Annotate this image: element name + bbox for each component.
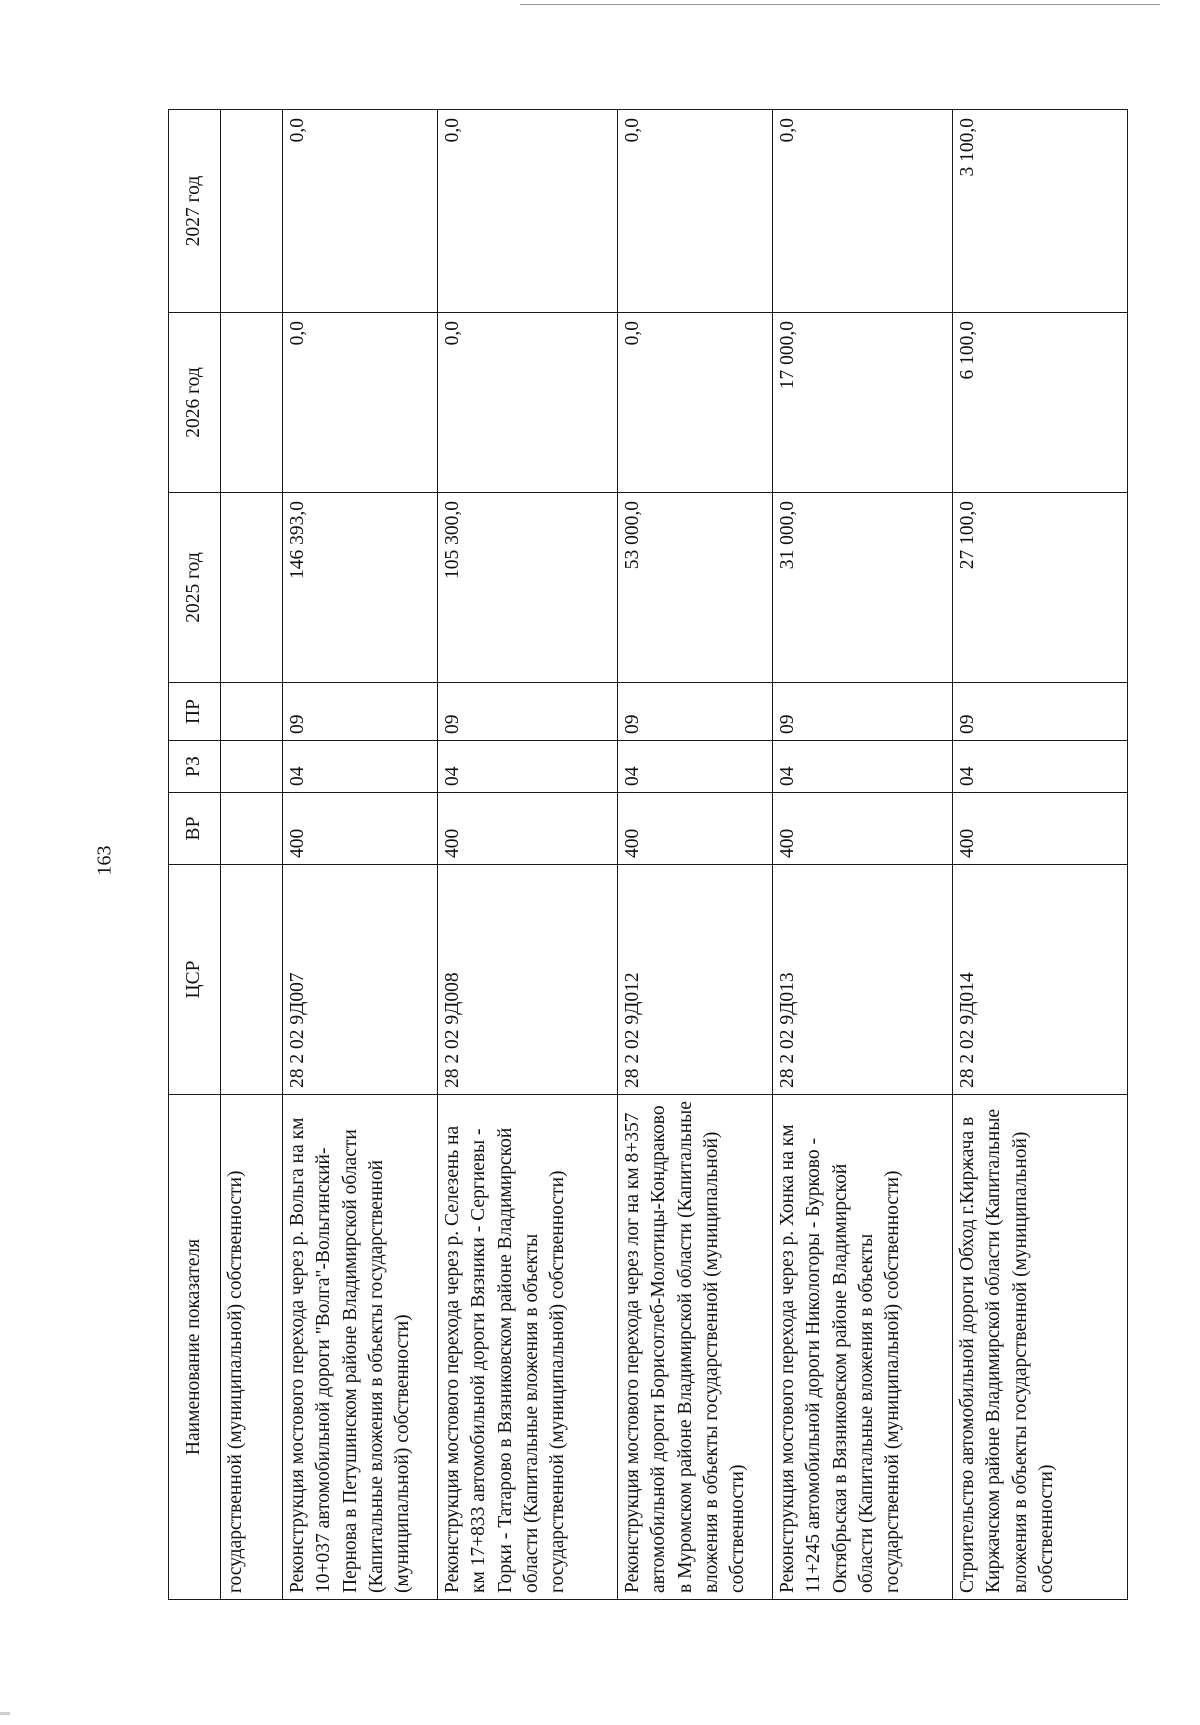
cell-2027 xyxy=(221,110,283,313)
cell-2026: 6 100,0 xyxy=(953,313,1128,493)
table-row xyxy=(773,110,953,1600)
page-number-text: 163 xyxy=(93,845,116,875)
table-row xyxy=(283,110,438,1600)
cell-2027: 0,0 xyxy=(773,110,953,313)
cell-pr: 09 xyxy=(438,683,618,741)
cell-name: Реконструкция мостового перехода через р. Хонка на км 11+245 автомобильной дороги Никологоры - Бурково - Октябрьская в Вязниковском районе Владимирской области (Капитальные вложения в объекты государственной (муниципальной) собственности) xyxy=(773,1095,953,1600)
cell-vr: 400 xyxy=(773,793,953,865)
cell-vr: 400 xyxy=(283,793,438,865)
cell-rz: 04 xyxy=(618,741,773,793)
cell-2027: 0,0 xyxy=(438,110,618,313)
cell-csr: 28 2 02 9Д008 xyxy=(438,865,618,1095)
header-csr: ЦСР xyxy=(169,865,221,1095)
cell-2026 xyxy=(221,313,283,493)
cell-rz: 04 xyxy=(953,741,1128,793)
table-row xyxy=(438,110,618,1600)
cell-2026: 0,0 xyxy=(283,313,438,493)
cell-pr xyxy=(221,683,283,741)
page-number xyxy=(85,840,125,880)
budget-table-area xyxy=(168,110,1128,1600)
table-header-row xyxy=(169,110,221,1600)
cell-2025 xyxy=(221,493,283,683)
header-rz: РЗ xyxy=(169,741,221,793)
cell-2025: 105 300,0 xyxy=(438,493,618,683)
cell-2027: 0,0 xyxy=(618,110,773,313)
cell-name: Строительство автомобильной дороги Обход г.Киржача в Киржачском районе Владимирской области (Капитальные вложения в объекты государственной (муниципальной) собственности) xyxy=(953,1095,1128,1600)
rotated-table-container xyxy=(168,110,1128,1600)
table-row xyxy=(618,110,773,1600)
cell-2026: 0,0 xyxy=(438,313,618,493)
header-name: Наименование показателя xyxy=(169,1095,221,1600)
cell-name: Реконструкция мостового перехода через р. Вольга на км 10+037 автомобильной дороги "Волга"-Вольгинский-Пернова в Петушинском районе Владимирской области (Капитальные вложения в объекты государственной (муниципальной) собственности) xyxy=(283,1095,438,1600)
cell-2026: 0,0 xyxy=(618,313,773,493)
cell-2027: 3 100,0 xyxy=(953,110,1128,313)
budget-table xyxy=(168,109,1128,1600)
header-vr: ВР xyxy=(169,793,221,865)
table-row xyxy=(953,110,1128,1600)
cell-pr: 09 xyxy=(773,683,953,741)
cell-rz: 04 xyxy=(773,741,953,793)
header-pr: ПР xyxy=(169,683,221,741)
cell-csr: 28 2 02 9Д014 xyxy=(953,865,1128,1095)
cell-name: Реконструкция мостового перехода через лог на км 8+357 автомобильной дороги Борисоглеб-Молотицы-Кондраково в Муромском районе Владимирской области (Капитальные вложения в объекты государственной (муниципальной) собственности) xyxy=(618,1095,773,1600)
cell-vr xyxy=(221,793,283,865)
cell-vr: 400 xyxy=(618,793,773,865)
scan-edge-mark xyxy=(0,1712,10,1715)
table-row xyxy=(221,110,283,1600)
cell-2027: 0,0 xyxy=(283,110,438,313)
cell-csr xyxy=(221,865,283,1095)
cell-csr: 28 2 02 9Д007 xyxy=(283,865,438,1095)
header-year-2026: 2026 год xyxy=(169,313,221,493)
cell-2025: 146 393,0 xyxy=(283,493,438,683)
cell-pr: 09 xyxy=(953,683,1128,741)
cell-rz xyxy=(221,741,283,793)
cell-2025: 31 000,0 xyxy=(773,493,953,683)
cell-csr: 28 2 02 9Д013 xyxy=(773,865,953,1095)
cell-2026: 17 000,0 xyxy=(773,313,953,493)
cell-vr: 400 xyxy=(953,793,1128,865)
cell-rz: 04 xyxy=(283,741,438,793)
scan-edge-line xyxy=(520,4,1160,5)
cell-pr: 09 xyxy=(618,683,773,741)
header-year-2025: 2025 год xyxy=(169,493,221,683)
cell-vr: 400 xyxy=(438,793,618,865)
cell-csr: 28 2 02 9Д012 xyxy=(618,865,773,1095)
header-year-2027: 2027 год xyxy=(169,110,221,313)
cell-2025: 27 100,0 xyxy=(953,493,1128,683)
cell-name: Реконструкция мостового перехода через р. Селезень на км 17+833 автомобильной дороги Вязники - Сергиевы - Горки - Татарово в Вязниковском районе Владимирской области (Капитальные вложения в объекты государственной (муниципальной) собственности) xyxy=(438,1095,618,1600)
cell-name: государственной (муниципальной) собственности) xyxy=(221,1095,283,1600)
cell-2025: 53 000,0 xyxy=(618,493,773,683)
cell-pr: 09 xyxy=(283,683,438,741)
cell-rz: 04 xyxy=(438,741,618,793)
